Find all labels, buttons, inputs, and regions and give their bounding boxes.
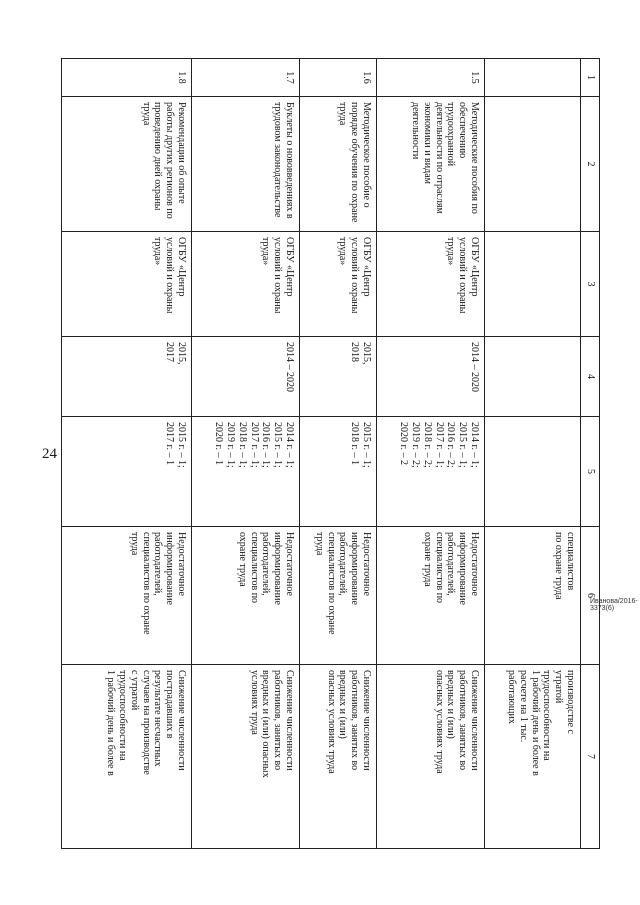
row-counts: [300, 417, 377, 527]
row-result: [300, 665, 377, 849]
row-problem: [377, 527, 485, 665]
cell-line: деятельности: [410, 102, 422, 160]
cell-line: 2020 г. – 1: [213, 422, 225, 465]
row-number: 1.8: [62, 59, 192, 97]
row-problem: [62, 527, 192, 665]
cell-line: 2019 г. – 1;: [225, 422, 237, 468]
cell-line: работников, занятых во: [349, 670, 361, 771]
cell-line: Снижение численности: [469, 670, 480, 771]
cell-line: обеспечению: [457, 102, 469, 159]
row-result: [62, 665, 192, 849]
row-problem: [300, 527, 377, 665]
cell-line: труда»: [445, 237, 457, 266]
continuation-row: [485, 59, 581, 849]
row-executor: [192, 232, 300, 337]
cell-line: ОГБУ «Центр: [284, 237, 295, 297]
cell-line: 2014 г. – 1;: [469, 422, 480, 468]
cell-line: 2015 г. – 1;: [361, 422, 372, 468]
table-row: [62, 59, 192, 849]
cell-line: 2014 г. – 1;: [284, 422, 295, 468]
cell-line: с утратой: [128, 670, 140, 711]
cell-line: ОГБУ «Центр: [361, 237, 372, 297]
cell-line: трудоспособности на: [117, 670, 129, 761]
document-code: Иванова/2016-3373(6): [590, 598, 638, 612]
cell-line: работы других регионов по: [164, 102, 176, 219]
cell-line: случаев на производстве: [140, 670, 152, 775]
cell-line: 2015,: [361, 342, 372, 365]
cell-line: трудовом законодательстве: [272, 102, 284, 218]
col-header-5: 5: [581, 417, 600, 527]
cell-line: работодателей,: [152, 532, 164, 596]
cell-line: труда»: [152, 237, 164, 266]
continuation-responsible: [485, 527, 581, 665]
cell-line: 2019 г. – 2;: [410, 422, 422, 468]
cell-line: специалистов: [565, 532, 576, 591]
cell-line: 2014 – 2020: [284, 342, 295, 392]
cell-line: 2015 г. – 1;: [272, 422, 284, 468]
cell-line: Недостаточное: [361, 532, 372, 596]
cell-line: вредных и (или): [445, 670, 457, 739]
row-executor: [377, 232, 485, 337]
cell-line: 2015 г. – 1;: [176, 422, 187, 468]
row-result: [192, 665, 300, 849]
cell-line: условий и охраны: [272, 237, 284, 314]
cell-line: 2020 г. – 2: [398, 422, 410, 465]
cell-line: труда»: [260, 237, 272, 266]
cell-line: труда: [337, 102, 349, 126]
row-counts: [377, 417, 485, 527]
cell-line: производстве с: [565, 670, 576, 734]
cell-line: Снижение численности: [361, 670, 372, 771]
cell-line: трудоохранной: [445, 102, 457, 167]
cell-line: условиях труда: [248, 670, 260, 735]
row-number: 1.6: [300, 59, 377, 97]
cell-line: расчете на 1 тыс.: [517, 670, 529, 743]
cell-line: работодателей,: [260, 532, 272, 596]
cell-line: работников, занятых во: [457, 670, 469, 771]
cell-line: Методическое пособие о: [361, 102, 372, 208]
cell-line: 2017 г. – 1;: [433, 422, 445, 468]
cell-line: Недостаточное: [176, 532, 187, 596]
cell-line: условий и охраны: [457, 237, 469, 314]
cell-line: труда»: [337, 237, 349, 266]
cell-line: опасных условиях труда: [325, 670, 337, 774]
col-header-3: 3: [581, 232, 600, 337]
cell-line: труда: [140, 102, 152, 126]
cell-line: охране труда: [421, 532, 433, 587]
row-problem: [192, 527, 300, 665]
row-years: [192, 337, 300, 417]
row-number: 1.7: [192, 59, 300, 97]
cell-line: охране труда: [236, 532, 248, 587]
row-years: [377, 337, 485, 417]
cell-line: вредных и (или) опасных: [260, 670, 272, 778]
cell-line: 2018 г. – 1;: [236, 422, 248, 468]
continuation-result: [485, 665, 581, 849]
col-header-2: 2: [581, 97, 600, 232]
row-number: 1.5: [377, 59, 485, 97]
row-result: [377, 665, 485, 849]
cell-line: Недостаточное: [469, 532, 480, 596]
cell-line: специалистов по: [433, 532, 445, 604]
table-row: [192, 59, 300, 849]
cell-line: информирование: [457, 532, 469, 605]
cell-line: пострадавших в: [164, 670, 176, 739]
rotated-table-wrapper: [62, 58, 600, 848]
cell-line: работающих: [506, 670, 518, 724]
col-header-1: 1: [581, 59, 600, 97]
cell-line: специалистов по: [248, 532, 260, 604]
cell-line: 2018: [349, 342, 361, 362]
cell-line: 2014 – 2020: [469, 342, 480, 392]
cell-line: условий и охраны: [164, 237, 176, 314]
cell-line: 2017 г. – 1: [164, 422, 176, 465]
row-counts: [62, 417, 192, 527]
cell-line: ОГБУ «Центр: [469, 237, 480, 297]
row-name: [62, 97, 192, 232]
cell-line: специалистов по охране: [325, 532, 337, 635]
cell-line: вредных и (или): [337, 670, 349, 739]
cell-line: результате несчастных: [152, 670, 164, 767]
cell-line: утратой: [553, 670, 565, 704]
cell-line: порядке обучения по охране: [349, 102, 361, 223]
cell-line: 2017: [164, 342, 176, 362]
cell-line: информирование: [272, 532, 284, 605]
cell-line: экономики и видам: [421, 102, 433, 184]
cell-line: Снижение численности: [176, 670, 187, 771]
cell-line: Методические пособия по: [469, 102, 480, 214]
page-number: 24: [42, 446, 57, 462]
row-counts: [192, 417, 300, 527]
col-header-6: 6: [581, 527, 600, 665]
program-table: [61, 58, 600, 849]
cell-line: 2016 г. – 1;: [260, 422, 272, 468]
table-row: [377, 59, 485, 849]
cell-line: Снижение численности: [284, 670, 295, 771]
cell-line: 1 рабочий день и более в: [529, 670, 541, 776]
header-row: [581, 59, 600, 849]
cell-line: Недостаточное: [284, 532, 295, 596]
cell-line: ОГБУ «Центр: [176, 237, 187, 297]
cell-line: опасных условиях труда: [433, 670, 445, 774]
cell-line: работодателей,: [337, 532, 349, 596]
cell-line: 2017 г. – 1;: [248, 422, 260, 468]
cell-line: деятельности по отраслям: [433, 102, 445, 214]
row-name: [192, 97, 300, 232]
cell-line: труда: [128, 532, 140, 556]
cell-line: Буклеты о нововведениях в: [284, 102, 295, 219]
row-name: [377, 97, 485, 232]
cell-line: 2015 г. – 1;: [457, 422, 469, 468]
cell-line: Рекомендации об опыте: [176, 102, 187, 204]
cell-line: по охране труда: [553, 532, 565, 600]
cell-line: проведению дней охраны: [152, 102, 164, 211]
col-header-4: 4: [581, 337, 600, 417]
cell-line: условий и охраны: [349, 237, 361, 314]
cell-line: трудоспособности на: [541, 670, 553, 761]
row-years: [300, 337, 377, 417]
row-years: [62, 337, 192, 417]
cell-line: 2016 г. – 2;: [445, 422, 457, 468]
cell-line: 2015,: [176, 342, 187, 365]
cell-line: труда: [313, 532, 325, 556]
cell-line: информирование: [349, 532, 361, 605]
row-executor: [62, 232, 192, 337]
row-name: [300, 97, 377, 232]
col-header-7: 7: [581, 665, 600, 849]
cell-line: 1 рабочий день и более в: [105, 670, 117, 776]
cell-line: 2018 г. – 2;: [421, 422, 433, 468]
cell-line: специалистов по охране: [140, 532, 152, 635]
cell-line: информирование: [164, 532, 176, 605]
row-executor: [300, 232, 377, 337]
cell-line: работодателей,: [445, 532, 457, 596]
cell-line: работников, занятых во: [272, 670, 284, 771]
table-row: [300, 59, 377, 849]
cell-line: 2018 г. – 1: [349, 422, 361, 465]
